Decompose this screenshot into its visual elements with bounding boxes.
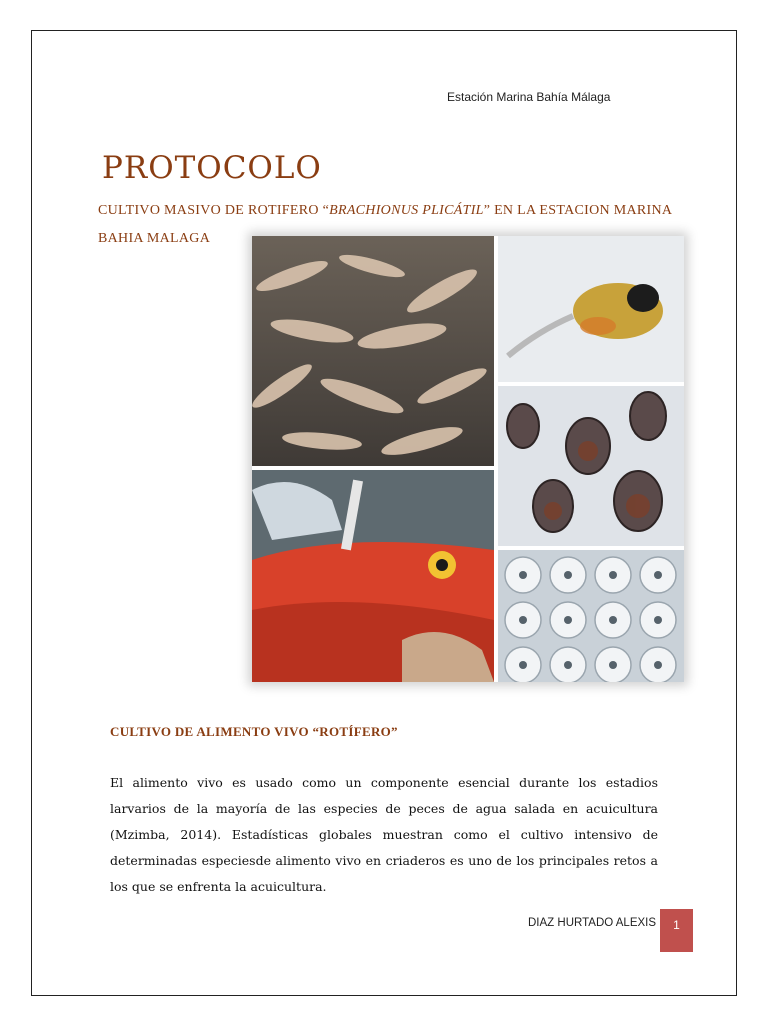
page-number-badge: 1: [660, 909, 693, 952]
photo-collage: [252, 236, 684, 682]
fish-injection-image: [252, 470, 494, 682]
section-heading: CULTIVO DE ALIMENTO VIVO “ROTÍFERO”: [110, 724, 398, 739]
subtitle-part2: ” EN LA ESTACION MARINA BAHIA MALAGA: [98, 203, 672, 246]
subtitle-species: BRACHIONUS PLICÁTIL: [329, 203, 484, 218]
document-title: PROTOCOLO: [102, 150, 322, 186]
fish-larva-image: [498, 236, 684, 382]
footer-author: DIAZ HURTADO ALEXIS: [528, 917, 657, 929]
rotifers-microscope-image: [498, 386, 684, 546]
culture-plates-image: [498, 550, 684, 682]
header-organization: Estación Marina Bahía Málaga: [447, 90, 611, 104]
subtitle-part1: CULTIVO MASIVO DE ROTIFERO “: [98, 203, 330, 218]
body-paragraph: El alimento vivo es usado como un componente esencial durante los estadios larvarios de la mayoría de las especies de peces de agua salada en acuicultura (Mzimba, 2014). Estadísticas globales muestran como el cultivo intensivo de determinadas especiesde alimento vivo en criaderos es uno de los principales retos a los que se enfrenta la acuicultura.: [110, 775, 658, 894]
fish-school-image: [252, 236, 494, 466]
